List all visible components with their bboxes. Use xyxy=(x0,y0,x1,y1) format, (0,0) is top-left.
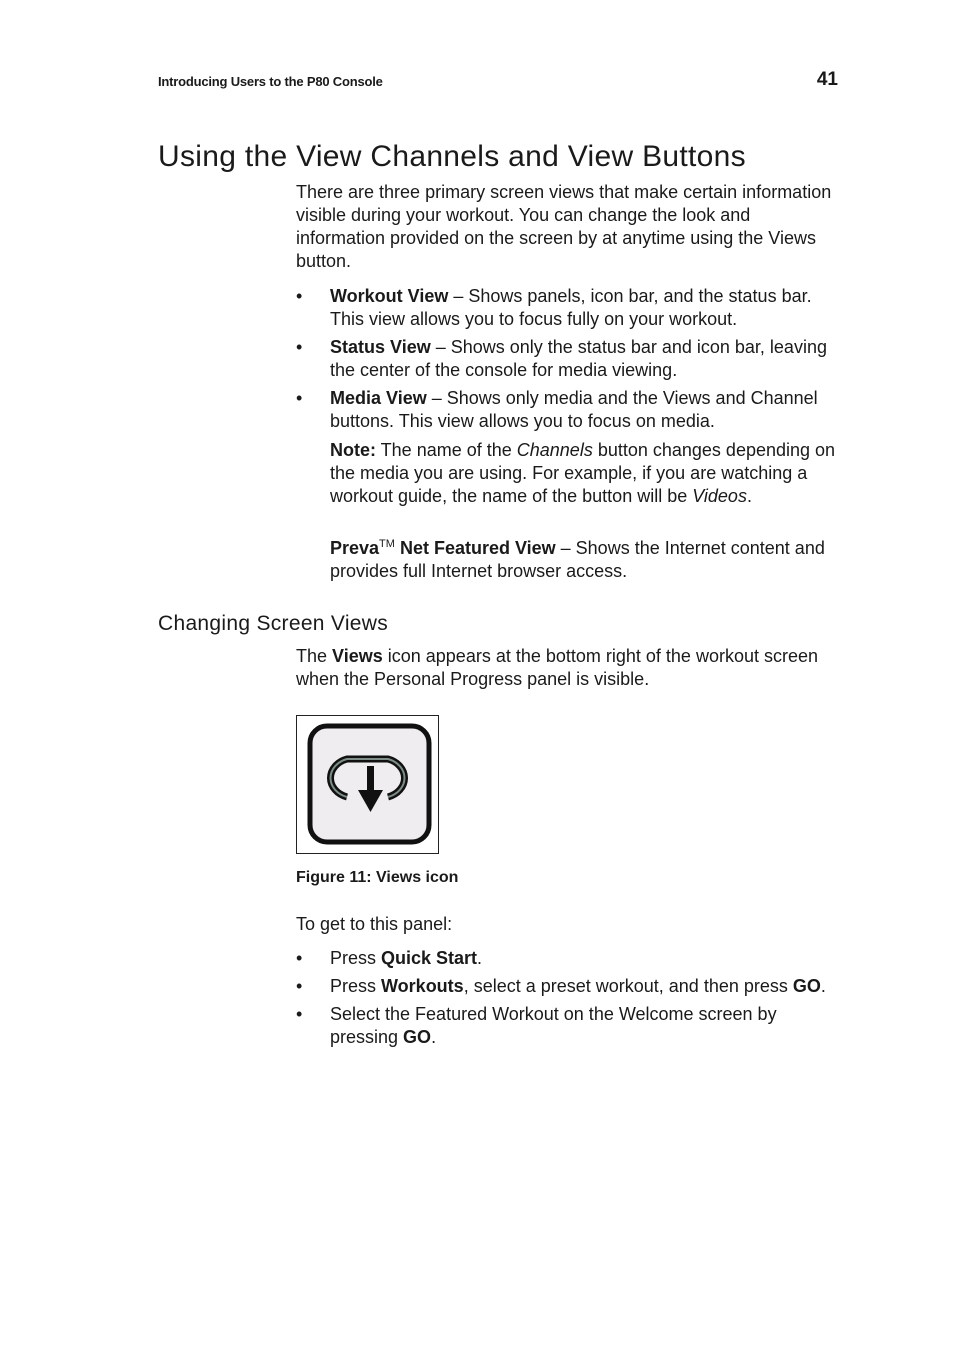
views-cycle-arrow-icon xyxy=(297,716,438,853)
step-text: . xyxy=(477,948,483,968)
trademark: TM xyxy=(379,538,395,550)
term: Workout View xyxy=(330,286,449,306)
preva-term-rest: Net Featured View xyxy=(394,538,556,558)
intro-text: The xyxy=(296,646,333,666)
step-text: , select a preset workout, and then press xyxy=(463,976,793,996)
step-key: GO xyxy=(792,976,821,996)
note-label: Note: xyxy=(330,440,376,460)
list-item xyxy=(296,285,841,331)
step-key: Workouts xyxy=(381,976,464,996)
page-number: 41 xyxy=(816,69,838,90)
list-item xyxy=(296,336,841,382)
step-key: GO xyxy=(403,1027,432,1047)
term: Media View xyxy=(330,388,427,408)
views-word: Views xyxy=(332,646,383,666)
note-text: The name of the xyxy=(376,440,517,460)
description: – Shows only media and the Views and Channel buttons. This view allows you to focus on media. xyxy=(330,388,818,431)
intro-text: icon appears at the bottom right of the workout screen when the Personal Progress panel is visible. xyxy=(296,646,818,689)
running-header: Introducing Users to the P80 Console xyxy=(158,74,383,89)
list-item xyxy=(296,387,841,433)
videos-word: Videos xyxy=(692,486,747,506)
channels-word: Channels xyxy=(516,440,593,460)
section-intro: There are three primary screen views that make certain information visible during your workout. You can change the look and information provided on the screen by at anytime using the Views button. xyxy=(296,182,832,271)
section-title: Using the View Channels and View Buttons xyxy=(158,140,746,173)
figure-views-icon xyxy=(296,715,439,854)
step-text: . xyxy=(820,976,826,996)
step-text: Press xyxy=(330,948,382,968)
bullet-icon: • xyxy=(296,388,303,408)
steps-list xyxy=(296,947,841,1054)
step-text: . xyxy=(431,1027,437,1047)
step-text: Press xyxy=(330,976,382,996)
description: – Shows only the status bar and icon bar, leaving the center of the console for media viewing. xyxy=(330,337,827,380)
bullet-icon: • xyxy=(296,948,303,968)
figure-caption: Figure 11: Views icon xyxy=(296,869,459,886)
note-text: button changes depending on the media you are using. For example, if you are watching a workout guide, the name of the button will be xyxy=(330,440,836,506)
bullet-icon: • xyxy=(296,337,303,357)
list-item xyxy=(296,1003,841,1049)
list-item xyxy=(296,975,841,998)
bullet-icon: • xyxy=(296,286,303,306)
subsection-intro xyxy=(296,645,841,691)
media-note xyxy=(330,439,841,508)
preva-term: Preva xyxy=(330,538,380,558)
term: Status View xyxy=(330,337,431,357)
description: – Shows panels, icon bar, and the status bar. This view allows you to focus fully on your workout. xyxy=(330,286,812,329)
subsection-title: Changing Screen Views xyxy=(158,612,389,635)
preva-note xyxy=(330,537,841,583)
step-text: Select the Featured Workout on the Welcome screen by pressing xyxy=(330,1004,777,1047)
note-text: . xyxy=(746,486,752,506)
bullet-icon: • xyxy=(296,976,303,996)
step-key: Quick Start xyxy=(381,948,478,968)
list-item xyxy=(296,947,841,970)
preva-description: – Shows the Internet content and provides full Internet browser access. xyxy=(330,538,825,581)
views-list xyxy=(296,285,841,438)
steps-intro: To get to this panel: xyxy=(296,914,453,934)
bullet-icon: • xyxy=(296,1004,303,1024)
